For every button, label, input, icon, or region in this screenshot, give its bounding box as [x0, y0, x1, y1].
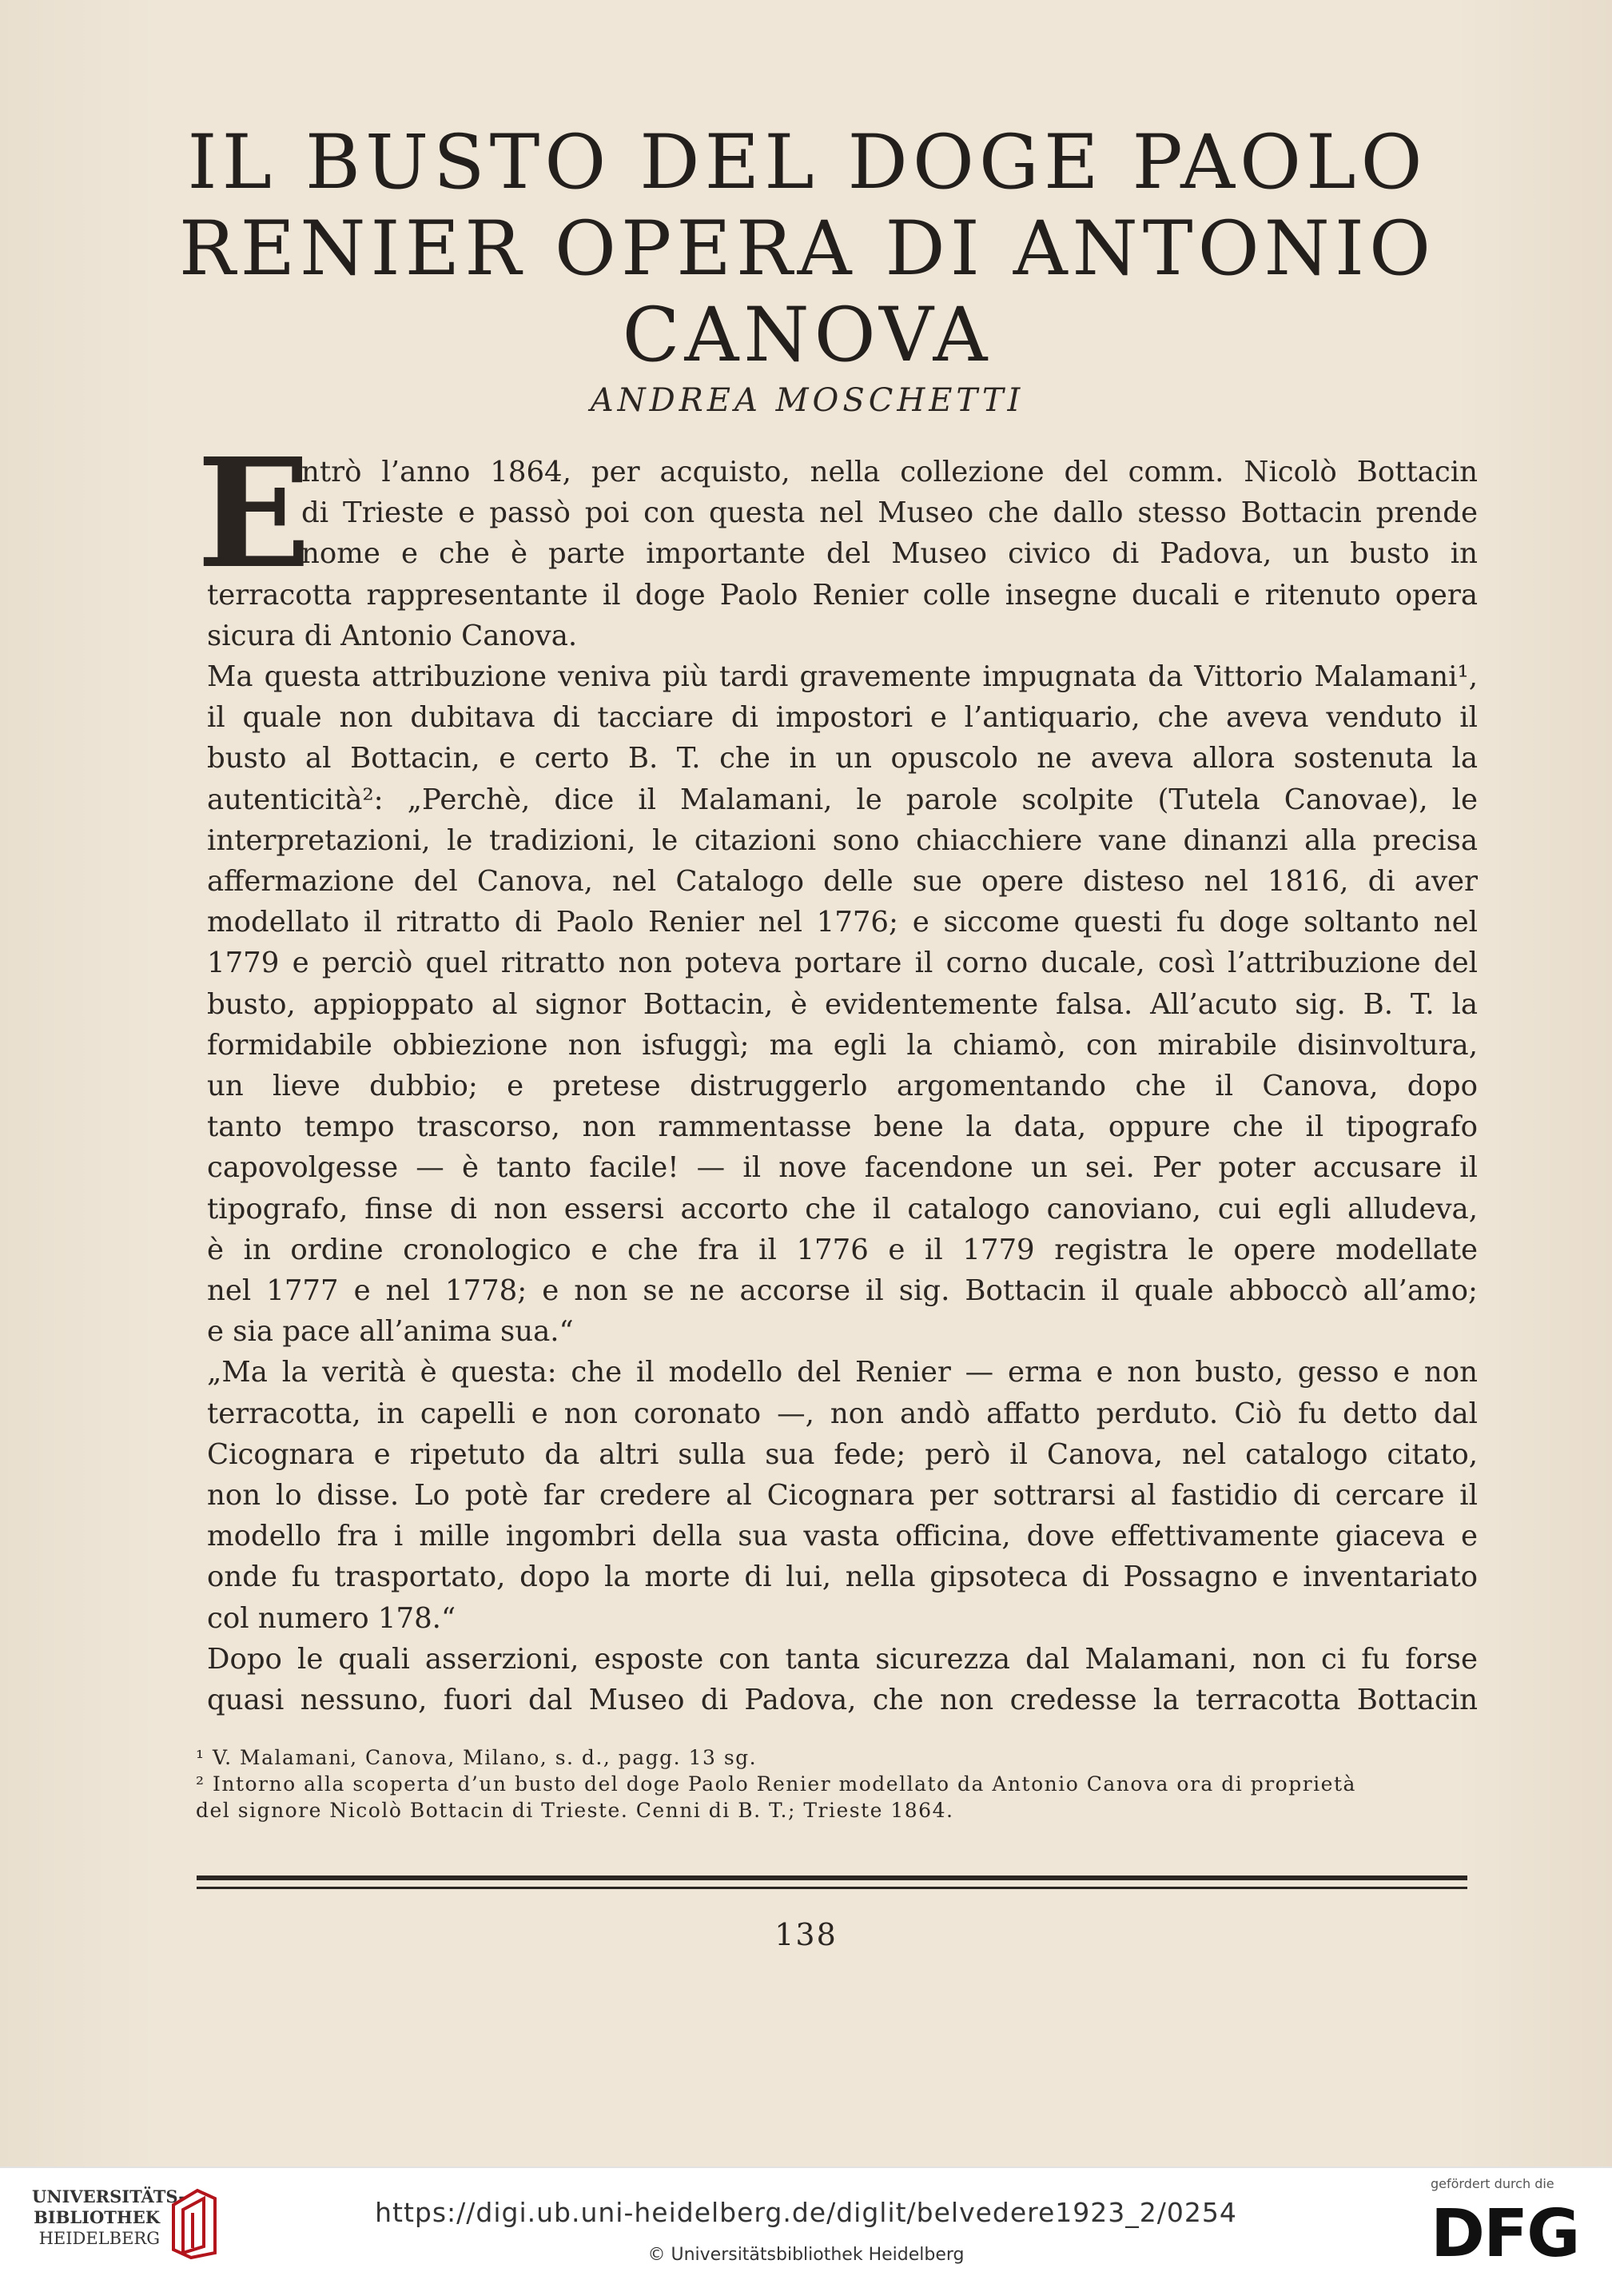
- footnote: ² Intorno alla scoperta d’un busto del doge Paolo Renier modellato da Antonio Canova ora di proprietà: [196, 1772, 1356, 1796]
- library-name-line: HEIDELBERG: [38, 2229, 160, 2248]
- text-line: tanto tempo trascorso, non rammentasse bene la data, oppure che il tipografo: [207, 1110, 1478, 1144]
- text-line: Ma questa attribuzione veniva più tardi gravemente impugnata da Vittorio Malamani¹,: [207, 660, 1478, 694]
- page-number: 138: [774, 1917, 838, 1952]
- text-line: e sia pace all’anima sua.“: [207, 1315, 574, 1349]
- text-line: sicura di Antonio Canova.: [207, 619, 578, 652]
- text-line: ntrò l’anno 1864, per acquisto, nella collezione del comm. Nicolò Bottacin: [301, 456, 1478, 488]
- library-name-line: UNIVERSITÄTS-: [32, 2186, 185, 2206]
- text-line: affermazione del Canova, nel Catalogo delle sue opere disteso nel 1816, di aver: [207, 865, 1478, 899]
- title-line: RENIER OPERA DI ANTONIO: [178, 205, 1436, 293]
- text-line: „Ma la verità è questa: che il modello del Renier — erma e non busto, gesso e non: [207, 1356, 1478, 1389]
- text-line: un lieve dubbio; e pretese distruggerlo argomentando che il Canova, dopo: [207, 1070, 1478, 1103]
- funding-label: gefördert durch die: [1431, 2176, 1554, 2191]
- footnote: del signore Nicolò Bottacin di Trieste. Cenni di B. T.; Trieste 1864.: [196, 1799, 954, 1822]
- drop-cap: E: [197, 425, 312, 602]
- text-line: nome e che è parte importante del Museo civico di Padova, un busto in: [301, 537, 1478, 571]
- title-line: IL BUSTO DEL DOGE PAOLO: [187, 119, 1427, 206]
- text-line: onde fu trasportato, dopo la morte di lui, nella gipsoteca di Possagno e inventariato: [207, 1561, 1478, 1594]
- footnote: ¹ V. Malamani, Canova, Milano, s. d., pagg. 13 sg.: [196, 1746, 758, 1769]
- text-line: capovolgesse — è tanto facile! — il nove facendone un sei. Per poter accusare il: [207, 1151, 1478, 1185]
- text-line: busto, appioppato al signor Bottacin, è evidentemente falsa. All’acuto sig. B. T. la: [207, 987, 1478, 1021]
- text-line: nel 1777 e nel 1778; e non se ne accorse il sig. Bottacin il quale abboccò all’amo;: [207, 1274, 1478, 1308]
- text-line: modello fra i mille ingombri della sua vasta officina, dove effettivamente giaceva e: [207, 1520, 1478, 1553]
- footnotes: [196, 1744, 1475, 1824]
- text-line: è in ordine cronologico e che fra il 1776 e il 1779 registra le opere modellate: [207, 1233, 1478, 1266]
- text-line: 1779 e perciò quel ritratto non poteva portare il corno ducale, così l’attribuzione del: [207, 947, 1478, 980]
- text-line: tipografo, finse di non essersi accorto che il catalogo canoviano, cui egli alludeva,: [207, 1192, 1478, 1226]
- text-line: modellato il ritratto di Paolo Renier nel 1776; e siccome questi fu doge soltanto nel: [207, 906, 1478, 939]
- text-line: formidabile obbiezione non isfuggì; ma egli la chiamò, con mirabile disinvoltura,: [207, 1028, 1478, 1062]
- dfg-logo[interactable]: DFG: [1431, 2196, 1579, 2272]
- permalink-url[interactable]: https://digi.ub.uni-heidelberg.de/diglit/belvedere1923_2/0254: [375, 2197, 1237, 2228]
- text-line: Cicognara e ripetuto da altri sulla sua fede; però il Canova, nel catalogo citato,: [207, 1437, 1478, 1471]
- article-body: [207, 452, 1478, 1720]
- text-line: busto al Bottacin, e certo B. T. che in un opuscolo ne aveva allora sostenuta la: [207, 742, 1478, 775]
- article-author: ANDREA MOSCHETTI: [590, 382, 1025, 419]
- copyright-notice: © Universitätsbibliothek Heidelberg: [647, 2245, 965, 2265]
- text-line: interpretazioni, le tradizioni, le citazioni sono chiacchiere vane dinanzi alla precisa: [207, 823, 1478, 857]
- text-line: quasi nessuno, fuori dal Museo di Padova, che non credesse la terracotta Bottacin: [207, 1684, 1478, 1717]
- text-line: terracotta rappresentante il doge Paolo Renier colle insegne ducali e ritenuto opera: [207, 578, 1478, 612]
- article-title: [128, 120, 1487, 379]
- divider-rule: [197, 1887, 1467, 1889]
- text-line: il quale non dubitava di tacciare di impostori e l’antiquario, che aveva venduto il: [207, 701, 1478, 735]
- title-line: CANOVA: [622, 292, 993, 379]
- divider-rule: [197, 1875, 1467, 1880]
- library-name-line: BIBLIOTHEK: [34, 2207, 160, 2227]
- text-line: non lo disse. Lo potè far credere al Cicognara per sottrarsi al fastidio di cercare il: [207, 1479, 1478, 1513]
- text-line: col numero 178.“: [207, 1601, 456, 1635]
- text-line: terracotta, in capelli e non coronato —, non andò affatto perduto. Ciò fu detto dal: [207, 1397, 1478, 1430]
- text-line: Dopo le quali asserzioni, esposte con tanta sicurezza dal Malamani, non ci fu forse: [207, 1642, 1478, 1676]
- text-line: di Trieste e passò poi con questa nel Museo che dallo stesso Bottacin prende: [301, 496, 1478, 530]
- text-line: autenticità²: „Perchè, dice il Malamani, le parole scolpite (Tutela Canovae), le: [207, 783, 1478, 816]
- viewer-footer: [0, 2166, 1612, 2296]
